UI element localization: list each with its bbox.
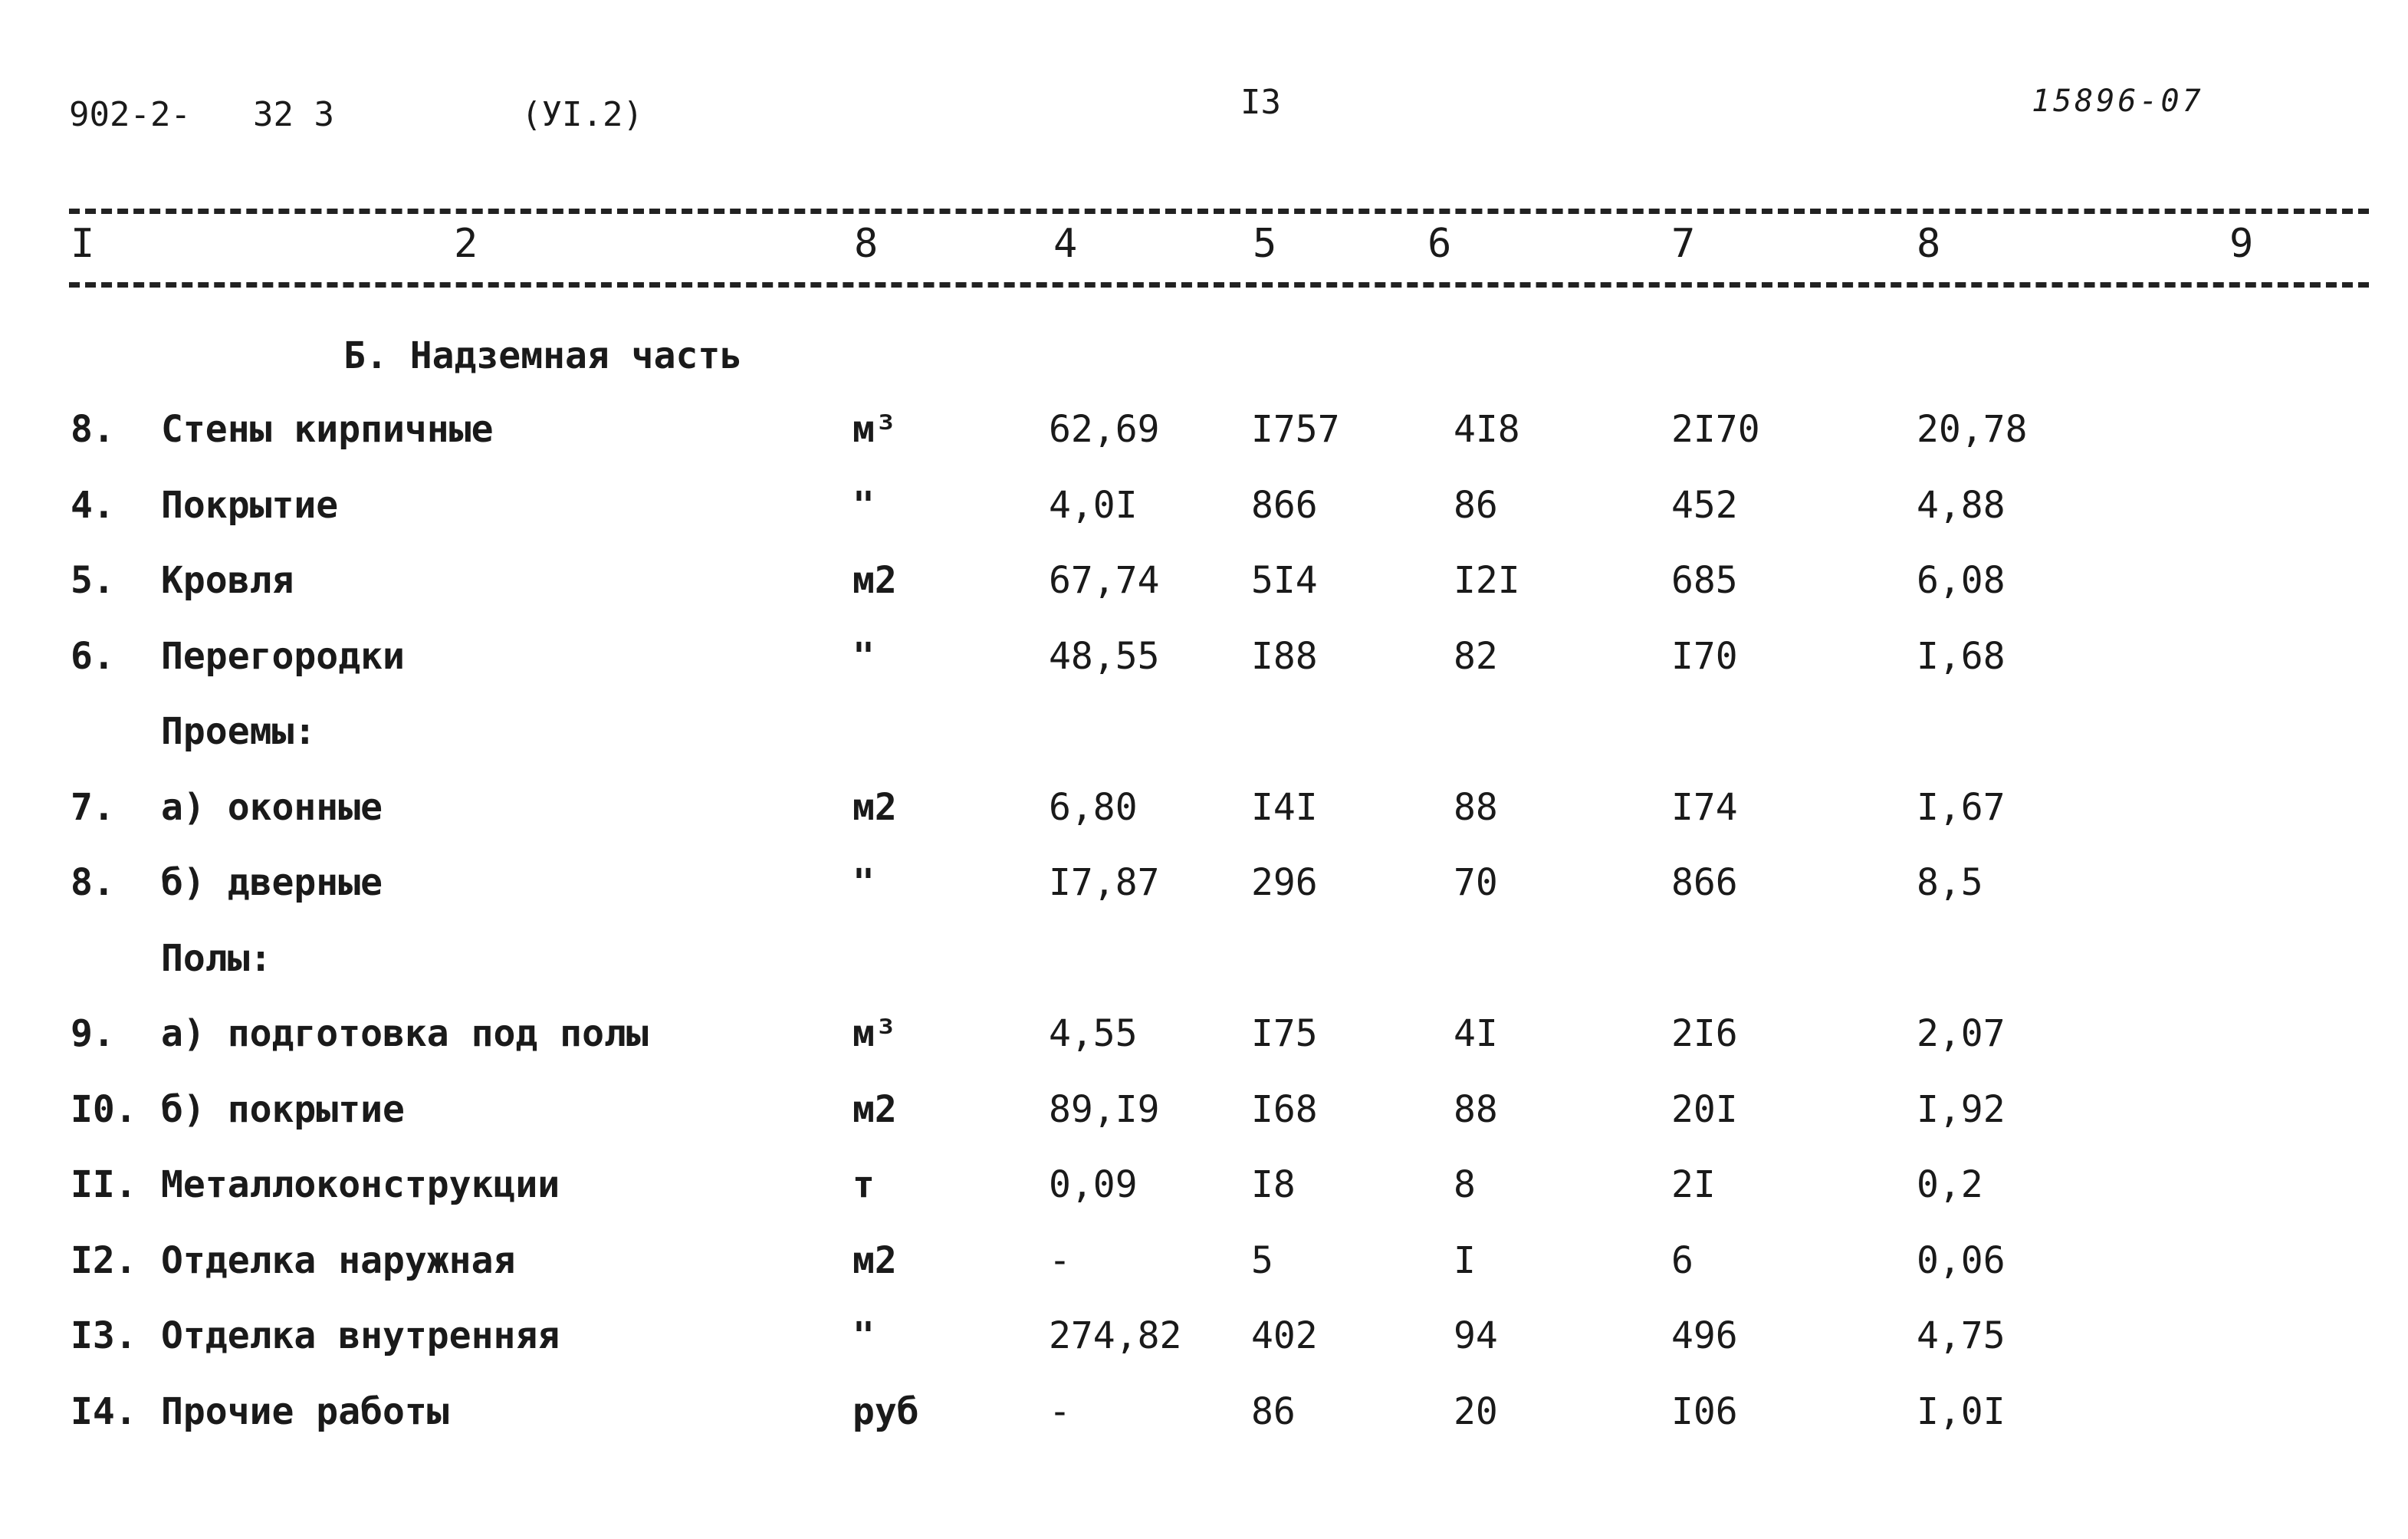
row-col-7: 2I6 xyxy=(1671,1012,1738,1055)
row-col-5: 5 xyxy=(1251,1238,1273,1282)
row-unit: м³ xyxy=(852,1012,897,1055)
row-unit: " xyxy=(852,1314,875,1357)
column-number-2: 2 xyxy=(454,221,478,267)
row-unit: м³ xyxy=(852,408,897,451)
row-number: 8. xyxy=(71,861,115,904)
row-col-4: 4,55 xyxy=(1049,1012,1138,1055)
row-name: Отделка внутренняя xyxy=(161,1314,560,1357)
row-col-5: I75 xyxy=(1251,1012,1318,1055)
column-number-5: 5 xyxy=(1253,221,1277,267)
row-unit: м2 xyxy=(852,1087,897,1131)
row-col-6: I xyxy=(1454,1238,1476,1282)
row-col-8: I,92 xyxy=(1917,1087,2006,1131)
column-number-6: 6 xyxy=(1427,221,1452,267)
row-col-4: 274,82 xyxy=(1049,1314,1182,1357)
row-name: Прочие работы xyxy=(161,1389,449,1433)
row-col-4: 89,I9 xyxy=(1049,1087,1160,1131)
row-col-5: 866 xyxy=(1251,483,1318,527)
row-col-4: 0,09 xyxy=(1049,1163,1138,1206)
section-title: Б. Надземная часть xyxy=(343,334,743,377)
row-name: Металлоконструкции xyxy=(161,1163,560,1206)
row-col-4: - xyxy=(1049,1238,1071,1282)
header-dashed-line-top xyxy=(69,209,2369,214)
row-col-6: 70 xyxy=(1454,861,1498,904)
row-col-7: 6 xyxy=(1671,1238,1693,1282)
row-number: 4. xyxy=(71,483,115,527)
row-col-5: I88 xyxy=(1251,634,1318,678)
table-row xyxy=(0,1146,2408,1223)
row-col-7: 452 xyxy=(1671,483,1738,527)
row-col-4: 67,74 xyxy=(1049,559,1160,602)
row-col-6: 88 xyxy=(1454,785,1498,829)
table-row xyxy=(0,920,2408,997)
table-row xyxy=(0,618,2408,695)
row-col-8: 0,06 xyxy=(1917,1238,2006,1282)
row-name: б) покрытие xyxy=(161,1087,405,1131)
row-col-5: 296 xyxy=(1251,861,1318,904)
table-row xyxy=(0,1222,2408,1299)
document-code: 902-2- xyxy=(69,95,191,134)
row-col-8: 8,5 xyxy=(1917,861,1983,904)
row-col-6: 8 xyxy=(1454,1163,1476,1206)
row-number: 6. xyxy=(71,634,115,678)
row-col-8: 6,08 xyxy=(1917,559,2006,602)
row-unit: м2 xyxy=(852,785,897,829)
row-col-7: I74 xyxy=(1671,785,1738,829)
row-col-7: 2I70 xyxy=(1671,408,1760,451)
row-unit: м2 xyxy=(852,1238,897,1282)
row-col-4: - xyxy=(1049,1389,1071,1433)
row-col-8: 2,07 xyxy=(1917,1012,2006,1055)
row-col-8: I,68 xyxy=(1917,634,2006,678)
table-row xyxy=(0,467,2408,544)
row-col-6: I2I xyxy=(1454,559,1520,602)
row-col-4: I7,87 xyxy=(1049,861,1160,904)
row-unit: руб xyxy=(852,1389,919,1433)
row-col-8: I,67 xyxy=(1917,785,2006,829)
table-row xyxy=(0,1373,2408,1450)
row-col-6: 4I xyxy=(1454,1012,1498,1055)
row-name: Полы: xyxy=(161,936,272,980)
document-reference: (УI.2) xyxy=(521,95,643,134)
row-name: Перегородки xyxy=(161,634,405,678)
row-col-6: 20 xyxy=(1454,1389,1498,1433)
row-col-8: 4,88 xyxy=(1917,483,2006,527)
row-col-4: 6,80 xyxy=(1049,785,1138,829)
row-col-8: 20,78 xyxy=(1917,408,2028,451)
row-col-6: 88 xyxy=(1454,1087,1498,1131)
row-col-6: 82 xyxy=(1454,634,1498,678)
row-number: I0. xyxy=(71,1087,137,1131)
column-number-3: 8 xyxy=(854,221,879,267)
row-name: Кровля xyxy=(161,559,294,602)
row-col-4: 48,55 xyxy=(1049,634,1160,678)
row-number: I3. xyxy=(71,1314,137,1357)
row-col-7: 2I xyxy=(1671,1163,1716,1206)
row-name: а) оконные xyxy=(161,785,383,829)
row-col-7: 866 xyxy=(1671,861,1738,904)
table-row xyxy=(0,1071,2408,1148)
row-col-6: 94 xyxy=(1454,1314,1498,1357)
document-subcode: 32 3 xyxy=(253,95,334,134)
row-number: I4. xyxy=(71,1389,137,1433)
row-unit: " xyxy=(852,861,875,904)
row-name: Стены кирпичные xyxy=(161,408,494,451)
row-col-7: 496 xyxy=(1671,1314,1738,1357)
row-unit: " xyxy=(852,634,875,678)
row-name: Покрытие xyxy=(161,483,339,527)
row-col-6: 86 xyxy=(1454,483,1498,527)
row-col-8: 0,2 xyxy=(1917,1163,1983,1206)
row-col-8: I,0I xyxy=(1917,1389,2006,1433)
column-number-8: 8 xyxy=(1917,221,1941,267)
column-number-7: 7 xyxy=(1671,221,1696,267)
row-col-4: 4,0I xyxy=(1049,483,1138,527)
row-col-5: 5I4 xyxy=(1251,559,1318,602)
row-name: а) подготовка под полы xyxy=(161,1012,649,1055)
row-unit: м2 xyxy=(852,559,897,602)
column-number-1: I xyxy=(71,221,95,267)
inventory-number: 15896-07 xyxy=(2032,84,2204,119)
row-col-5: 402 xyxy=(1251,1314,1318,1357)
row-col-5: I4I xyxy=(1251,785,1318,829)
row-col-5: I757 xyxy=(1251,408,1340,451)
row-number: 8. xyxy=(71,408,115,451)
table-row xyxy=(0,693,2408,770)
row-col-5: I68 xyxy=(1251,1087,1318,1131)
row-name: Проемы: xyxy=(161,710,317,753)
row-number: II. xyxy=(71,1163,137,1206)
column-number-9: 9 xyxy=(2229,221,2254,267)
table-row xyxy=(0,769,2408,846)
row-col-5: 86 xyxy=(1251,1389,1296,1433)
row-col-7: 685 xyxy=(1671,559,1738,602)
row-number: 9. xyxy=(71,1012,115,1055)
table-row xyxy=(0,995,2408,1072)
row-name: Отделка наружная xyxy=(161,1238,516,1282)
row-number: I2. xyxy=(71,1238,137,1282)
row-col-4: 62,69 xyxy=(1049,408,1160,451)
column-number-4: 4 xyxy=(1053,221,1078,267)
page-number: I3 xyxy=(1240,83,1281,122)
row-col-7: I70 xyxy=(1671,634,1738,678)
table-row xyxy=(0,542,2408,619)
row-col-7: 20I xyxy=(1671,1087,1738,1131)
row-col-6: 4I8 xyxy=(1454,408,1520,451)
row-col-5: I8 xyxy=(1251,1163,1296,1206)
row-col-7: I06 xyxy=(1671,1389,1738,1433)
row-number: 5. xyxy=(71,559,115,602)
row-number: 7. xyxy=(71,785,115,829)
row-name: б) дверные xyxy=(161,861,383,904)
table-row xyxy=(0,844,2408,921)
table-row xyxy=(0,1297,2408,1374)
row-unit: " xyxy=(852,483,875,527)
header-dashed-line-bottom xyxy=(69,282,2369,288)
table-row xyxy=(0,391,2408,468)
row-unit: т xyxy=(852,1163,875,1206)
row-col-8: 4,75 xyxy=(1917,1314,2006,1357)
